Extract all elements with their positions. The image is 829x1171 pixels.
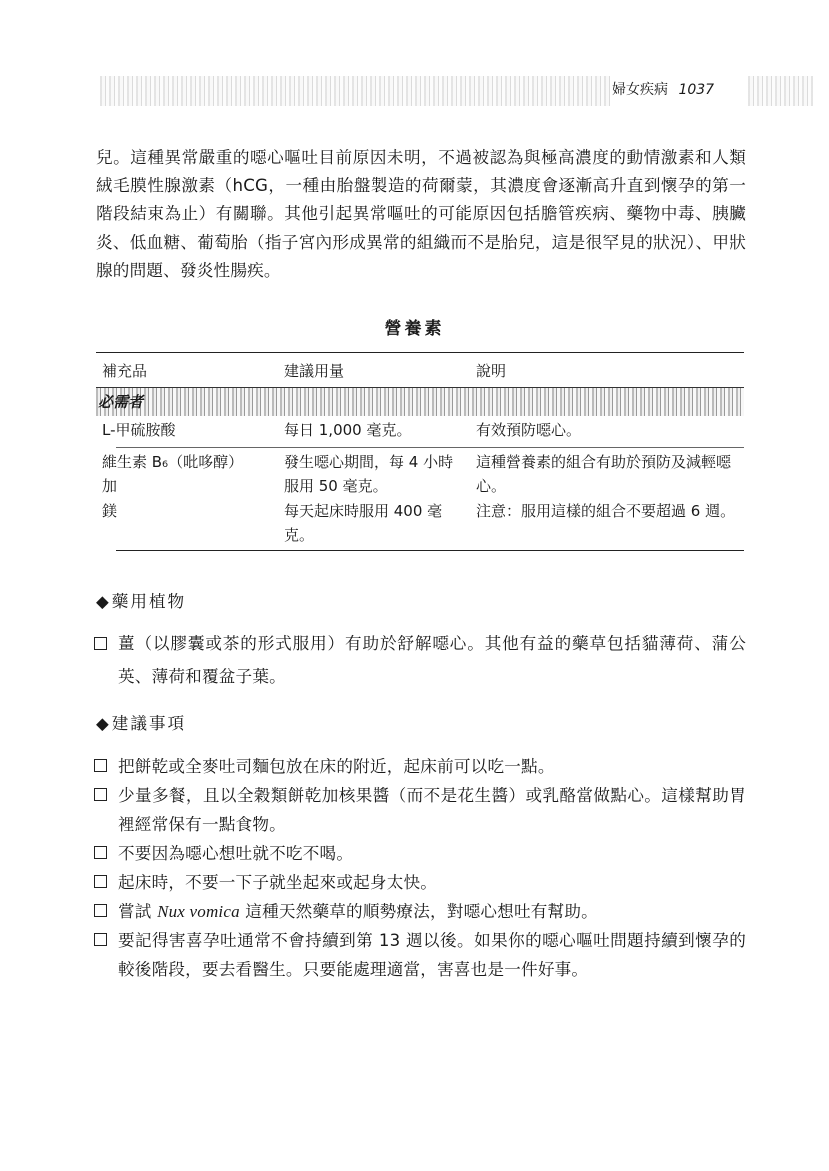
header-supplement: 補充品	[102, 361, 148, 380]
list-item	[94, 868, 746, 897]
list-item	[94, 627, 746, 693]
cell-dose: 每日 1,000 毫克。	[284, 421, 412, 439]
section-essential	[96, 388, 744, 416]
list-item	[94, 897, 746, 926]
chapter-title: 婦女疾病	[612, 82, 668, 98]
dose-magnesium: 每天起床時服用 400 毫克。	[284, 501, 443, 544]
checkbox-square-icon	[94, 933, 107, 946]
cell-note-group	[476, 450, 744, 548]
intro-paragraph: 兒。這種異常嚴重的噁心嘔吐目前原因未明，不過被認為與極高濃度的動情激素和人類絨毛膜性腺激素（hCG，一種由胎盤製造的荷爾蒙，其濃度會逐漸高升直到懷孕的第一階段結束為止）有關聯。其他引起異常嘔吐的可能原因包括膽管疾病、藥物中毒、胰臟炎、低血糖、葡萄胎（指子宮內形成異常的組織而不是胎兒，這是很罕見的狀況）、甲狀腺的問題、發炎性腸疾。	[96, 148, 746, 280]
table-header-row	[96, 353, 744, 388]
advice-text-after: 這種天然藥草的順勢療法，對噁心想吐有幫助。	[239, 902, 598, 921]
cell-dose-group	[284, 450, 476, 548]
page-number: 1037	[678, 82, 715, 98]
dose-b6: 發生噁心期間，每 4 小時服用 50 毫克。	[284, 452, 454, 495]
advice-text: 不要因為噁心想吐就不吃不喝。	[118, 844, 354, 863]
section-label: 必需者	[98, 393, 144, 411]
header-dose: 建議用量	[284, 361, 345, 380]
list-item	[94, 752, 746, 781]
diamond-bullet-icon: ◆	[96, 592, 109, 611]
supplement-and: 加	[102, 477, 118, 495]
herbs-list	[94, 627, 746, 693]
remedy-latin-name: Nux vomica	[157, 902, 240, 921]
advice-heading-text: 建議事項	[111, 714, 187, 733]
diamond-bullet-icon: ◆	[96, 714, 109, 733]
supplement-magnesium: 鎂	[102, 501, 118, 520]
advice-list	[94, 752, 746, 984]
cell-supplement: L-甲硫胺酸	[102, 421, 176, 439]
list-item	[94, 839, 746, 868]
advice-text-before: 嘗試	[118, 902, 158, 921]
checkbox-square-icon	[94, 875, 107, 888]
running-header	[612, 79, 714, 99]
table-title: 營養素	[384, 319, 445, 339]
note-warning: 注意：服用這樣的組合不要超過 6 週。	[476, 501, 736, 520]
checkbox-square-icon	[94, 637, 107, 650]
advice-heading	[96, 710, 186, 734]
cell-note: 有效預防噁心。	[476, 421, 582, 439]
advice-text: 少量多餐，且以全穀類餅乾加核果醬（而不是花生醬）或乳酪當做點心。這樣幫助胃裡經常保有一點食物。	[118, 786, 746, 834]
note-combination: 這種營養素的組合有助於預防及減輕噁心。	[476, 452, 732, 495]
advice-text: 要記得害喜孕吐通常不會持續到第 13 週以後。如果你的噁心嘔吐問題持續到懷孕的較後階段，要去看醫生。只要能處理適當，害喜也是一件好事。	[118, 931, 746, 979]
checkbox-square-icon	[94, 759, 107, 772]
herb-text: 薑（以膠囊或茶的形式服用）有助於舒解噁心。其他有益的藥草包括貓薄荷、蒲公英、薄荷和覆盆子葉。	[118, 634, 746, 686]
table-bottom-rule	[116, 550, 744, 551]
advice-text: 把餅乾或全麥吐司麵包放在床的附近，起床前可以吃一點。	[118, 757, 555, 776]
checkbox-square-icon	[94, 788, 107, 801]
header-scan-tail	[748, 76, 813, 106]
nutrient-table	[96, 352, 744, 551]
advice-text: 起床時，不要一下子就坐起來或起身太快。	[118, 873, 438, 892]
herbs-heading-text: 藥用植物	[111, 592, 187, 611]
header-note: 說明	[476, 361, 507, 380]
checkbox-square-icon	[94, 904, 107, 917]
list-item	[94, 926, 746, 984]
herbs-heading	[96, 588, 186, 612]
list-item	[94, 781, 746, 839]
checkbox-square-icon	[94, 846, 107, 859]
supplement-b6: 維生素 B₆（吡哆醇）	[102, 452, 244, 471]
table-row-group	[96, 448, 744, 550]
table-row	[96, 416, 744, 447]
header-scan-band	[100, 76, 610, 106]
cell-supplement-group	[96, 450, 284, 548]
